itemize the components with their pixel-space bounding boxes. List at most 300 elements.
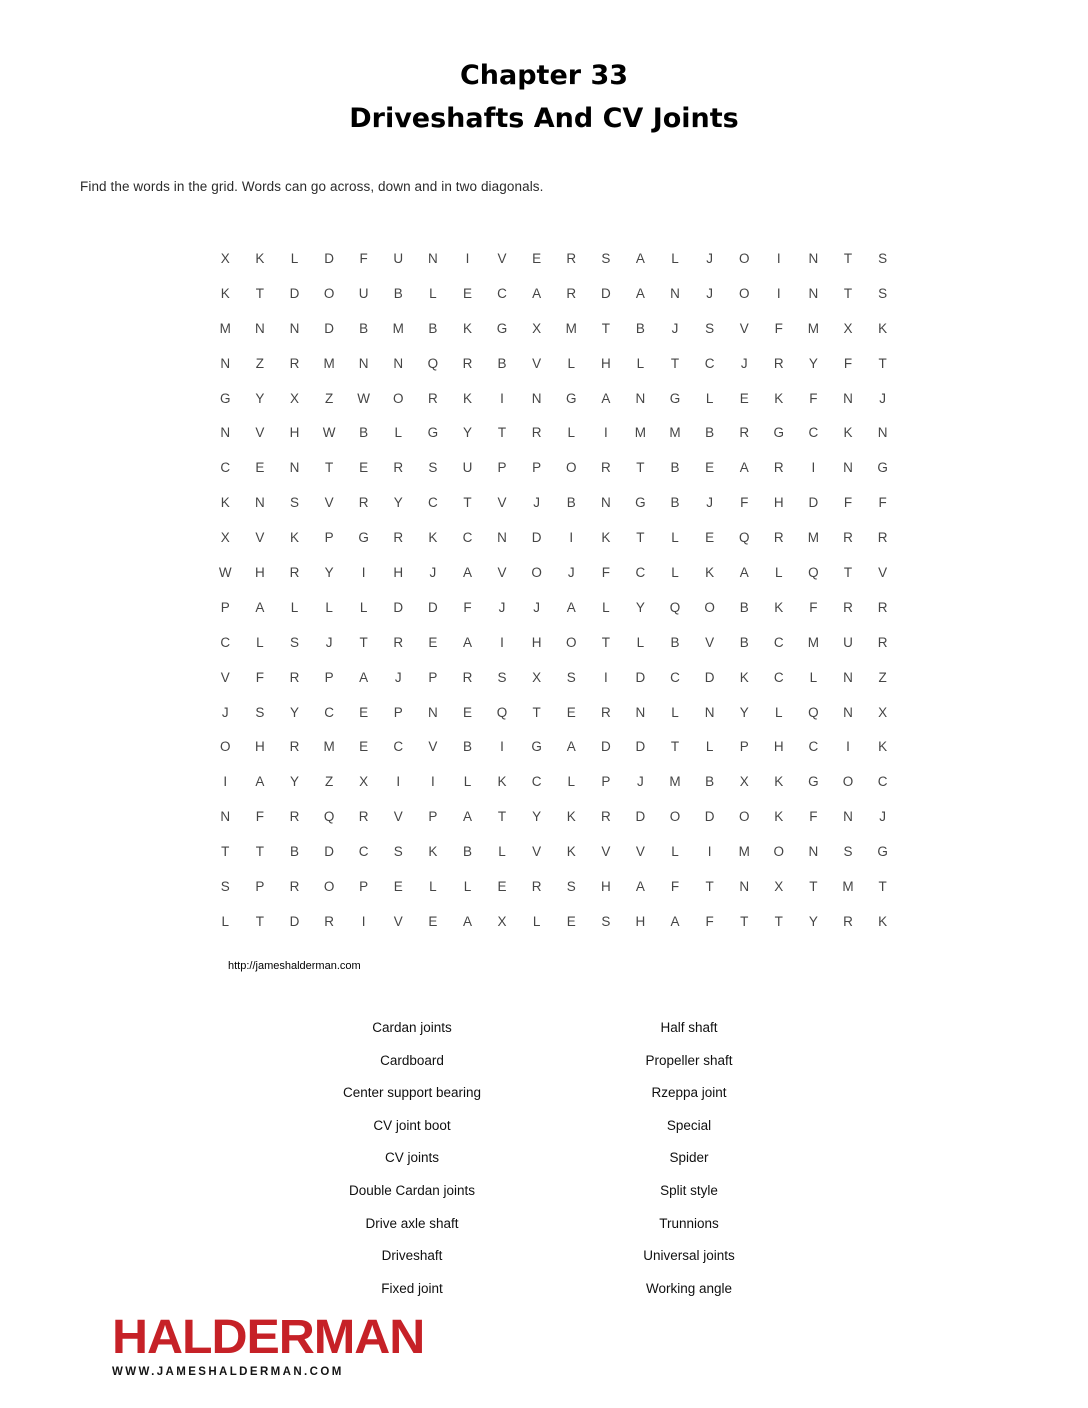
grid-letter: X <box>739 774 749 790</box>
grid-letter: L <box>290 599 299 615</box>
grid-letter: V <box>255 425 265 441</box>
grid-letter: T <box>809 878 818 894</box>
grid-letter: Q <box>808 564 819 580</box>
grid-letter: E <box>462 285 472 301</box>
grid-letter: I <box>396 774 401 790</box>
grid-letter: S <box>428 460 438 476</box>
grid-letter: A <box>255 599 265 615</box>
grid-letter: D <box>704 669 715 685</box>
word-list-item: Split style <box>660 1182 718 1198</box>
grid-letter: I <box>361 564 366 580</box>
grid-letter: K <box>705 564 715 580</box>
grid-letter: H <box>289 425 300 441</box>
grid-letter: S <box>220 878 230 894</box>
grid-letter: G <box>635 495 646 511</box>
grid-letter: Z <box>324 774 334 790</box>
grid-letter: X <box>843 320 853 336</box>
grid-letter: R <box>843 913 853 929</box>
grid-letter: G <box>808 774 819 790</box>
grid-letter: J <box>671 320 679 336</box>
word-list-item: Driveshaft <box>381 1248 443 1264</box>
grid-letter: N <box>531 390 542 406</box>
grid-letter: R <box>427 390 438 406</box>
word-list-item: Propeller shaft <box>645 1052 733 1068</box>
grid-letter: Z <box>324 390 334 406</box>
grid-letter: Y <box>739 704 749 720</box>
grid-letter: M <box>807 530 820 546</box>
halderman-url: WWW.JAMESHALDERMAN.COM <box>112 1366 344 1378</box>
grid-letter: T <box>359 634 368 650</box>
grid-letter: H <box>635 913 646 929</box>
grid-letter: A <box>635 285 645 301</box>
grid-letter: J <box>706 250 713 266</box>
grid-letter: T <box>843 564 853 580</box>
grid-letter: R <box>566 250 577 266</box>
grid-letter: N <box>739 878 750 894</box>
grid-letter: T <box>670 739 680 755</box>
grid-letter: O <box>773 844 785 860</box>
grid-letter: D <box>393 599 404 615</box>
grid-letter: N <box>635 704 646 720</box>
grid-letter: X <box>289 390 299 406</box>
grid-letter: B <box>670 460 680 476</box>
grid-letter: L <box>636 634 645 650</box>
grid-letter: L <box>775 564 783 580</box>
grid-letter: N <box>808 250 819 266</box>
grid-letter: V <box>428 739 438 755</box>
grid-letter: P <box>393 704 403 720</box>
grid-letter: L <box>290 250 299 266</box>
grid-letter: H <box>600 878 611 894</box>
grid-letter: L <box>532 913 541 929</box>
grid-letter: M <box>669 774 681 790</box>
grid-letter: O <box>220 739 231 755</box>
grid-letter: J <box>706 495 713 511</box>
grid-letter: A <box>359 669 369 685</box>
grid-letter: T <box>255 285 265 301</box>
grid-letter: R <box>773 530 784 546</box>
grid-letter: R <box>358 495 369 511</box>
grid-letter: O <box>704 599 715 615</box>
grid-letter: J <box>325 634 333 650</box>
grid-letter: T <box>636 530 645 546</box>
grid-letter: L <box>567 355 575 371</box>
grid-letter: K <box>878 739 888 755</box>
grid-letter: B <box>289 844 299 860</box>
grid-letter: T <box>878 355 887 371</box>
grid-letter: N <box>289 320 300 336</box>
page-title-line2: Driveshafts And CV Joints <box>349 103 739 134</box>
grid-letter: N <box>843 390 853 406</box>
grid-letter: T <box>601 320 610 336</box>
grid-letter: R <box>358 809 369 825</box>
grid-letter: P <box>324 530 334 546</box>
grid-letter: D <box>324 844 334 860</box>
grid-letter: N <box>497 530 507 546</box>
grid-letter: I <box>361 913 366 929</box>
grid-letter: R <box>877 599 888 615</box>
grid-letter: M <box>807 634 820 650</box>
grid-letter: G <box>496 320 508 336</box>
grid-letter: B <box>359 425 369 441</box>
grid-letter: T <box>497 425 507 441</box>
grid-letter: N <box>843 704 853 720</box>
grid-letter: H <box>531 634 542 650</box>
grid-letter: P <box>497 460 507 476</box>
grid-letter: E <box>428 913 438 929</box>
grid-letter: R <box>773 355 784 371</box>
grid-letter: A <box>566 739 576 755</box>
grid-letter: C <box>393 739 404 755</box>
grid-letter: K <box>566 844 576 860</box>
word-list-item: CV joints <box>384 1150 440 1166</box>
grid-letter: U <box>358 285 369 301</box>
grid-letter: I <box>846 739 850 755</box>
grid-letter: M <box>807 320 820 336</box>
grid-letter: W <box>357 390 371 406</box>
grid-letter: O <box>738 285 750 301</box>
grid-letter: Y <box>324 564 334 580</box>
word-list-item: Cardboard <box>380 1052 444 1068</box>
grid-letter: F <box>843 355 853 371</box>
grid-letter: L <box>429 878 437 894</box>
grid-letter: G <box>427 425 439 441</box>
grid-letter: S <box>601 250 611 266</box>
grid-letter: N <box>843 809 853 825</box>
word-list-item: Center support bearing <box>342 1085 482 1101</box>
grid-letter: L <box>567 425 575 441</box>
grid-letter: D <box>324 320 334 336</box>
word-list-item: Double Cardan joints <box>348 1182 476 1198</box>
grid-letter: X <box>878 704 888 720</box>
grid-letter: R <box>531 425 542 441</box>
grid-letter: D <box>600 285 611 301</box>
grid-letter: X <box>774 878 784 894</box>
grid-letter: B <box>566 495 576 511</box>
grid-letter: R <box>462 669 473 685</box>
grid-letter: L <box>671 250 679 266</box>
grid-letter: Y <box>289 704 299 720</box>
word-list-item: Special <box>666 1117 712 1133</box>
grid-letter: L <box>671 844 679 860</box>
grid-letter: N <box>808 285 819 301</box>
grid-letter: S <box>566 669 576 685</box>
grid-letter: K <box>774 390 784 406</box>
grid-letter: I <box>569 530 574 546</box>
grid-letter: S <box>393 844 403 860</box>
grid-letter: B <box>497 355 507 371</box>
grid-letter: F <box>809 809 818 825</box>
grid-letter: P <box>428 809 438 825</box>
grid-letter: N <box>220 355 231 371</box>
grid-letter: A <box>635 878 645 894</box>
grid-letter: B <box>462 844 472 860</box>
grid-letter: K <box>601 530 611 546</box>
grid-letter: E <box>705 460 715 476</box>
grid-letter: X <box>220 250 230 266</box>
grid-letter: V <box>393 809 403 825</box>
grid-letter: O <box>842 774 854 790</box>
grid-letter: X <box>532 669 542 685</box>
grid-letter: B <box>739 634 749 650</box>
grid-letter: Y <box>532 809 542 825</box>
grid-letter: N <box>220 809 231 825</box>
grid-letter: J <box>637 774 644 790</box>
grid-letter: T <box>878 878 887 894</box>
grid-letter: U <box>843 634 853 650</box>
page-title <box>0 54 1088 140</box>
grid-letter: I <box>603 669 608 685</box>
grid-letter: N <box>255 495 265 511</box>
grid-letter: K <box>566 809 576 825</box>
grid-letter: C <box>877 774 888 790</box>
grid-letter: O <box>323 285 335 301</box>
grid-letter: P <box>220 599 230 615</box>
grid-letter: E <box>359 739 369 755</box>
grid-letter: A <box>739 564 749 580</box>
grid-letter: C <box>497 285 507 301</box>
grid-letter: H <box>773 739 784 755</box>
grid-letter: R <box>393 460 404 476</box>
grid-letter: A <box>670 913 680 929</box>
grid-letter: M <box>669 425 681 441</box>
grid-letter: O <box>393 390 404 406</box>
grid-letter: V <box>324 495 334 511</box>
grid-letter: K <box>774 809 784 825</box>
grid-letter: H <box>773 495 784 511</box>
grid-letter: C <box>531 774 542 790</box>
grid-letter: T <box>601 634 610 650</box>
grid-letter: K <box>428 844 438 860</box>
grid-letter: R <box>462 355 473 371</box>
grid-letter: D <box>635 669 646 685</box>
grid-letter: R <box>877 530 888 546</box>
grid-letter: M <box>219 320 231 336</box>
grid-letter: B <box>705 774 715 790</box>
grid-letter: P <box>324 669 334 685</box>
grid-letter: I <box>430 774 435 790</box>
grid-letter: S <box>601 913 611 929</box>
grid-letter: L <box>671 530 679 546</box>
grid-letter: R <box>531 878 542 894</box>
grid-letter: J <box>533 495 541 511</box>
grid-letter: M <box>738 844 750 860</box>
grid-letter: K <box>878 320 888 336</box>
grid-letter: L <box>602 599 610 615</box>
grid-letter: C <box>324 704 334 720</box>
grid-letter: T <box>324 460 334 476</box>
footer <box>112 1311 425 1378</box>
word-list-item: Working angle <box>645 1280 733 1296</box>
grid-letter: C <box>635 564 646 580</box>
grid-letter: C <box>670 669 680 685</box>
grid-letter: S <box>878 250 888 266</box>
grid-letter: E <box>566 913 576 929</box>
word-list-item: Trunnions <box>659 1215 719 1231</box>
grid-letter: Y <box>393 495 403 511</box>
grid-letter: T <box>670 355 680 371</box>
grid-letter: C <box>358 844 369 860</box>
grid-letter: P <box>601 774 611 790</box>
grid-letter: D <box>289 913 300 929</box>
grid-letter: T <box>463 495 472 511</box>
grid-letter: F <box>670 878 680 894</box>
grid-letter: I <box>500 739 504 755</box>
grid-letter: R <box>289 809 300 825</box>
grid-letter: K <box>497 774 507 790</box>
grid-letter: A <box>601 390 611 406</box>
grid-letter: A <box>739 460 749 476</box>
grid-letter: J <box>533 599 541 615</box>
grid-letter: S <box>255 704 265 720</box>
page-title-line1: Chapter 33 <box>459 60 629 91</box>
grid-letter: J <box>706 285 713 301</box>
grid-letter: V <box>705 634 715 650</box>
grid-letter: R <box>843 530 853 546</box>
grid-letter: M <box>323 739 335 755</box>
grid-letter: K <box>774 774 784 790</box>
grid-letter: A <box>462 634 472 650</box>
grid-letter: S <box>497 669 507 685</box>
grid-letter: R <box>600 809 611 825</box>
grid-letter: T <box>636 460 645 476</box>
grid-letter: J <box>567 564 575 580</box>
grid-letter: R <box>289 564 300 580</box>
grid-letter: I <box>603 425 608 441</box>
grid-letter: W <box>322 425 336 441</box>
grid-letter: B <box>635 320 645 336</box>
grid-letter: S <box>289 495 299 511</box>
grid-letter: B <box>670 495 680 511</box>
grid-letter: T <box>774 913 783 929</box>
grid-letter: N <box>358 355 369 371</box>
grid-letter: C <box>808 739 819 755</box>
grid-letter: T <box>705 878 714 894</box>
grid-letter: E <box>462 704 472 720</box>
grid-letter: F <box>809 599 818 615</box>
grid-letter: Y <box>462 425 472 441</box>
grid-letter: D <box>635 809 646 825</box>
grid-letter: F <box>878 495 887 511</box>
grid-letter: A <box>532 285 542 301</box>
grid-letter: F <box>843 495 853 511</box>
grid-letter: T <box>221 844 230 860</box>
grid-letter: D <box>635 739 646 755</box>
grid-letter: M <box>634 425 647 441</box>
grid-letter: S <box>878 285 888 301</box>
grid-letter: K <box>739 669 749 685</box>
grid-letter: E <box>532 250 542 266</box>
grid-letter: I <box>500 390 504 406</box>
grid-letter: G <box>669 390 681 406</box>
grid-letter: L <box>221 913 230 929</box>
grid-letter: L <box>256 634 264 650</box>
word-list-right <box>539 1012 839 1305</box>
grid-letter: G <box>358 530 369 546</box>
grid-letter: J <box>879 390 886 406</box>
grid-letter: Y <box>635 599 645 615</box>
grid-letter: F <box>740 495 749 511</box>
grid-letter: N <box>393 355 404 371</box>
grid-letter: E <box>359 460 369 476</box>
grid-letter: Z <box>255 355 265 371</box>
grid-letter: L <box>463 774 472 790</box>
grid-letter: V <box>497 564 507 580</box>
grid-letter: R <box>843 599 853 615</box>
grid-letter: C <box>704 355 715 371</box>
grid-letter: V <box>635 844 645 860</box>
grid-letter: Y <box>289 774 299 790</box>
grid-letter: I <box>776 250 781 266</box>
grid-letter: G <box>220 390 231 406</box>
grid-letter: I <box>776 285 781 301</box>
grid-letter: B <box>359 320 369 336</box>
word-list-item: Spider <box>669 1150 709 1166</box>
grid-letter: T <box>740 913 749 929</box>
grid-letter: Y <box>255 390 265 406</box>
grid-letter: S <box>843 844 853 860</box>
grid-letter: C <box>220 460 231 476</box>
grid-letter: N <box>427 704 438 720</box>
grid-letter: L <box>671 564 679 580</box>
grid-letter: C <box>773 669 784 685</box>
grid-letter: R <box>289 739 300 755</box>
grid-letter: H <box>255 739 265 755</box>
grid-letter: O <box>565 460 577 476</box>
grid-letter: O <box>323 878 335 894</box>
grid-letter: V <box>601 844 611 860</box>
grid-letter: L <box>671 704 679 720</box>
grid-letter: R <box>393 530 404 546</box>
word-list-item: Half shaft <box>660 1020 718 1035</box>
grid-letter: X <box>497 913 507 929</box>
grid-letter: B <box>462 739 472 755</box>
grid-letter: L <box>705 739 714 755</box>
grid-letter: L <box>429 285 437 301</box>
source-url: http://jameshalderman.com <box>228 960 361 972</box>
grid-letter: R <box>289 355 300 371</box>
grid-letter: Q <box>808 704 819 720</box>
grid-letter: X <box>359 774 369 790</box>
grid-letter: Y <box>808 355 818 371</box>
grid-letter: L <box>636 355 645 371</box>
grid-letter: H <box>393 564 404 580</box>
grid-letter: I <box>811 460 816 476</box>
grid-letter: T <box>843 250 853 266</box>
grid-letter: S <box>289 634 299 650</box>
grid-letter: C <box>427 495 438 511</box>
grid-letter: P <box>255 878 265 894</box>
grid-letter: G <box>565 390 577 406</box>
grid-letter: C <box>220 634 231 650</box>
word-list-left <box>262 1012 562 1305</box>
grid-letter: D <box>704 809 715 825</box>
grid-letter: Q <box>669 599 681 615</box>
grid-letter: L <box>567 774 575 790</box>
grid-letter: A <box>635 250 645 266</box>
grid-letter: D <box>289 285 300 301</box>
grid-letter: T <box>255 844 265 860</box>
grid-letter: K <box>220 285 230 301</box>
grid-letter: V <box>497 250 507 266</box>
grid-letter: G <box>877 844 888 860</box>
grid-letter: K <box>428 530 438 546</box>
grid-letter: W <box>218 564 232 580</box>
grid-letter: D <box>427 599 438 615</box>
word-list-item: Rzeppa joint <box>651 1085 727 1101</box>
grid-letter: T <box>843 285 853 301</box>
grid-letter: S <box>566 878 576 894</box>
